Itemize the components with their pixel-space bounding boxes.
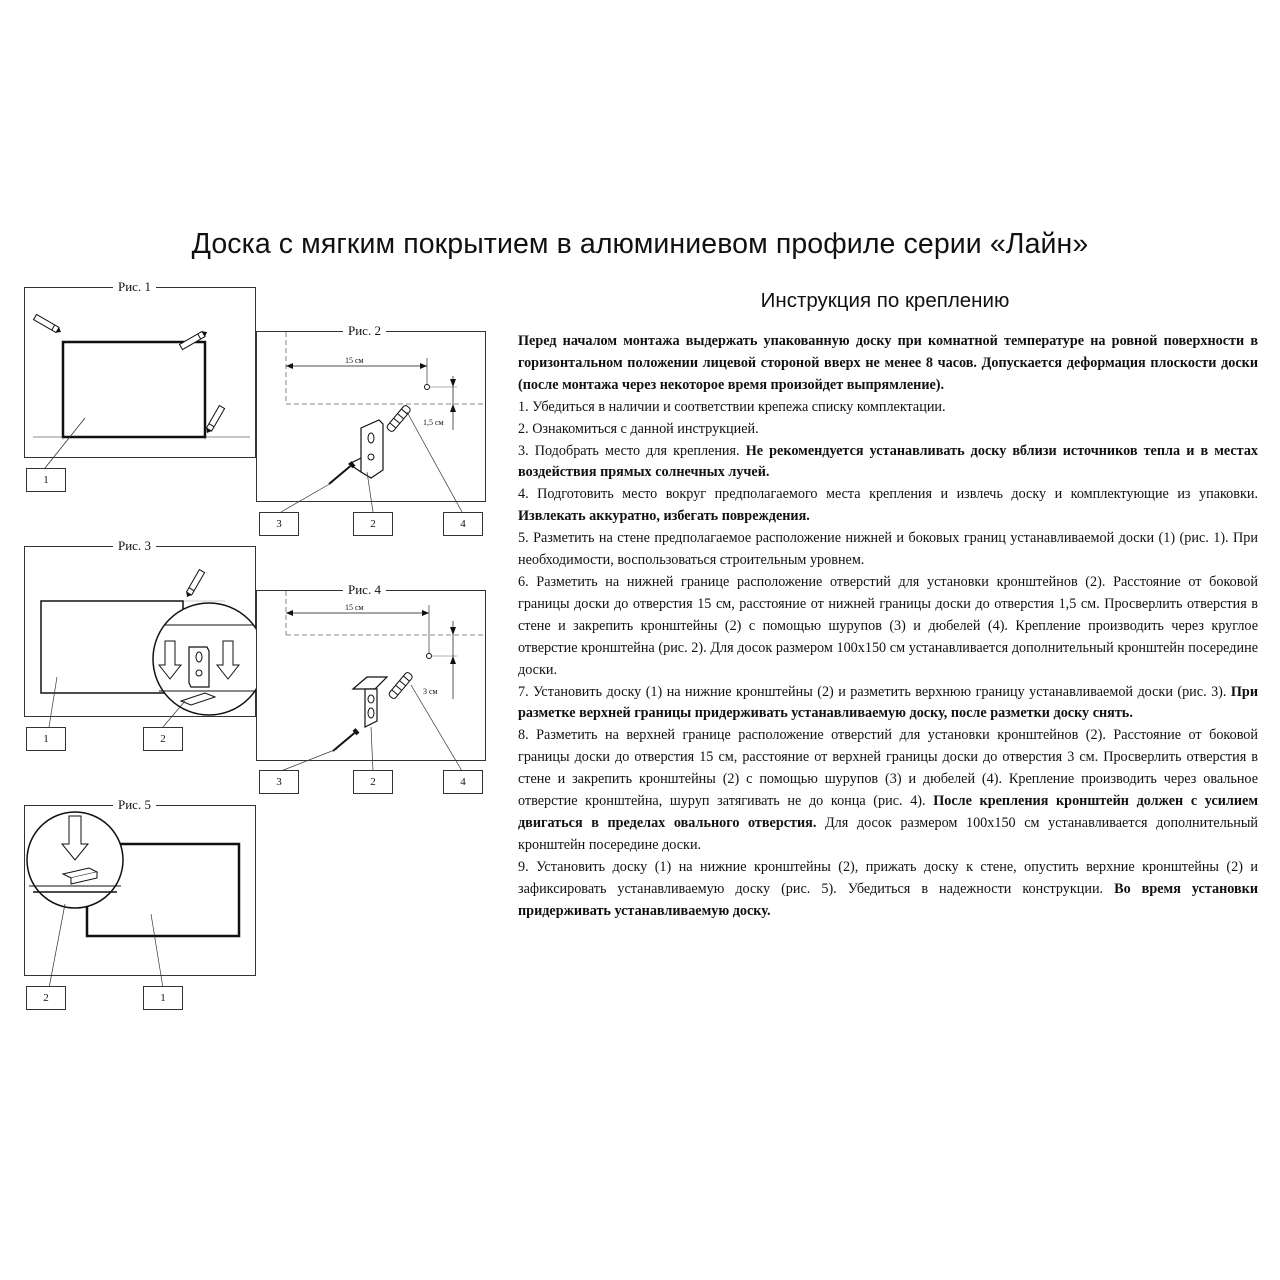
figure-5 — [24, 797, 256, 976]
figure-1 — [24, 279, 256, 458]
figure-2-caption: Рис. 2 — [343, 324, 386, 338]
step-6-text: 6. Разметить на нижней границе расположение отверстий для установки кронштейнов (2). Расстояние от боковой границы доски до отверстия 15 см, расстояние от нижней границы доски до отверстия 1,5 см. Просверлить отверстия в стене и закрепить кронштейны (2) с помощью шурупов (3) и дюбелей (4). Крепление производить через круглое отверстие кронштейна (рис. 2). Для досок размером 100х150 см устанавливается дополнительный кронштейн посередине доски. — [518, 573, 1258, 678]
step-4 — [518, 484, 1258, 528]
step-7-text: 7. Установить доску (1) на нижние кронштейны (2) и разметить верхнюю границу устанавливаемой доски (рис. 3). — [518, 683, 1231, 700]
hole-mark — [425, 385, 430, 390]
step-8-text: 8. Разметить на верхней границе расположение отверстий для установки кронштейнов (2). Расстояние от боковой границы доски до отверстия 15 см, расстояние от верхней границы доски до отверстия 3 см. Просверлить отверстия в стене и закрепить кронштейны (2) с помощью шурупов (3) и дюбелей (4). Крепление производить через овальное отверстие кронштейна, шуруп затягивать не до конца (рис. 4). — [518, 727, 1258, 810]
figure-4-caption: Рис. 4 — [343, 583, 386, 597]
figure-1-caption: Рис. 1 — [113, 280, 156, 294]
figure-3-caption: Рис. 3 — [113, 539, 156, 553]
figure-2 — [256, 323, 486, 502]
step-3-warning: Не рекомендуется устанавливать доску вблизи источников тепла и в местах воздействия прямых солнечных лучей. — [518, 442, 1259, 481]
part-tag-board: 1 — [26, 727, 66, 751]
step-9-text: 9. Установить доску (1) на нижние кронштейны (2), прижать доску к стене, опустить верхние кронштейны (2) и зафиксировать устанавливаемую доску (рис. 5). Убедиться в надежности конструкции. — [518, 858, 1258, 897]
step-1-text: 1. Убедиться в наличии и соответствии крепежа списку комплектации. — [518, 398, 946, 415]
figure-5-caption: Рис. 5 — [113, 798, 156, 812]
step-1 — [518, 397, 1258, 419]
figure-4 — [256, 582, 486, 761]
pencil-icon — [204, 406, 224, 435]
page-subtitle: Инструкция по креплению — [760, 289, 1010, 312]
screw-icon — [327, 461, 355, 486]
dimension-label-horizontal: 15 см — [345, 603, 364, 612]
intro-text: Перед началом монтажа выдержать упакованную доску при комнатной температуре на ровной поверхности в горизонтальном положении лицевой стороной вверх не менее 8 часов. Допускается деформация плоскости доски (после монтажа через некоторое время произойдет выпрямление). — [518, 333, 1258, 393]
step-3-text: 3. Подобрать место для крепления. — [518, 442, 746, 459]
bracket-icon — [353, 677, 387, 727]
step-2 — [518, 419, 1258, 441]
part-tag-board: 1 — [26, 468, 66, 492]
leader-line-4 — [407, 412, 462, 512]
figure-5-drawing — [25, 806, 257, 977]
page-title: Доска с мягким покрытием в алюминиевом профиле серии «Лайн» — [191, 228, 1089, 260]
step-4-warning: Извлекать аккуратно, избегать повреждения. — [518, 508, 810, 525]
bracket-icon — [349, 420, 383, 478]
step-7 — [518, 682, 1258, 726]
instructions — [518, 331, 1258, 922]
step-4-text: 4. Подготовить место вокруг предполагаемого места крепления и извлечь доску и комплектующие из упаковки. — [518, 486, 1258, 503]
step-7-warning: При разметке верхней границы придерживать устанавливаемую доску, после разметки доску снять. — [518, 683, 1258, 722]
part-tag-dowel: 4 — [443, 770, 483, 794]
figure-1-drawing — [25, 288, 257, 459]
step-5 — [518, 528, 1258, 572]
figure-3-drawing — [25, 547, 257, 718]
step-3 — [518, 441, 1258, 485]
step-8-note: Для досок размером 100х150 см устанавливается дополнительный кронштейн посередине доски. — [518, 814, 1258, 853]
part-tag-bracket: 2 — [353, 770, 393, 794]
figure-3 — [24, 538, 256, 717]
dowel-icon — [386, 404, 411, 432]
board-outline — [63, 342, 205, 437]
step-8 — [518, 725, 1258, 856]
dimension-label-horizontal: 15 см — [345, 356, 364, 365]
step-9 — [518, 857, 1258, 923]
dimension-label-vertical: 3 см — [423, 687, 438, 696]
step-9-warning: Во время установки придерживать устанавливаемую доску. — [518, 880, 1258, 919]
part-tag-screw: 3 — [259, 770, 299, 794]
pencil-icon — [184, 570, 204, 599]
part-tag-bracket: 2 — [143, 727, 183, 751]
hole-mark — [427, 654, 432, 659]
intro-paragraph — [518, 331, 1258, 397]
step-5-text: 5. Разметить на стене предполагаемое расположение нижней и боковых границ устанавливаемой доски (1) (рис. 1). При необходимости, воспользоваться строительным уровнем. — [518, 530, 1258, 569]
part-tag-dowel: 4 — [443, 512, 483, 536]
dimension-label-vertical: 1,5 см — [423, 418, 444, 427]
part-tag-screw: 3 — [259, 512, 299, 536]
step-8-warning: После крепления кронштейн должен с усилием двигаться в пределах овального отверстия. — [518, 793, 1259, 831]
step-6 — [518, 572, 1258, 682]
bracket-detail — [153, 603, 265, 715]
part-tag-bracket: 2 — [26, 986, 66, 1010]
figure-4-drawing — [257, 591, 487, 762]
dowel-icon — [388, 671, 413, 699]
figure-2-drawing — [257, 332, 487, 503]
part-tag-bracket: 2 — [353, 512, 393, 536]
bracket-detail — [27, 812, 123, 908]
leader-line-3 — [281, 482, 333, 512]
part-tag-board: 1 — [143, 986, 183, 1010]
pencil-icon — [34, 314, 63, 334]
step-2-text: 2. Ознакомиться с данной инструкцией. — [518, 420, 759, 437]
